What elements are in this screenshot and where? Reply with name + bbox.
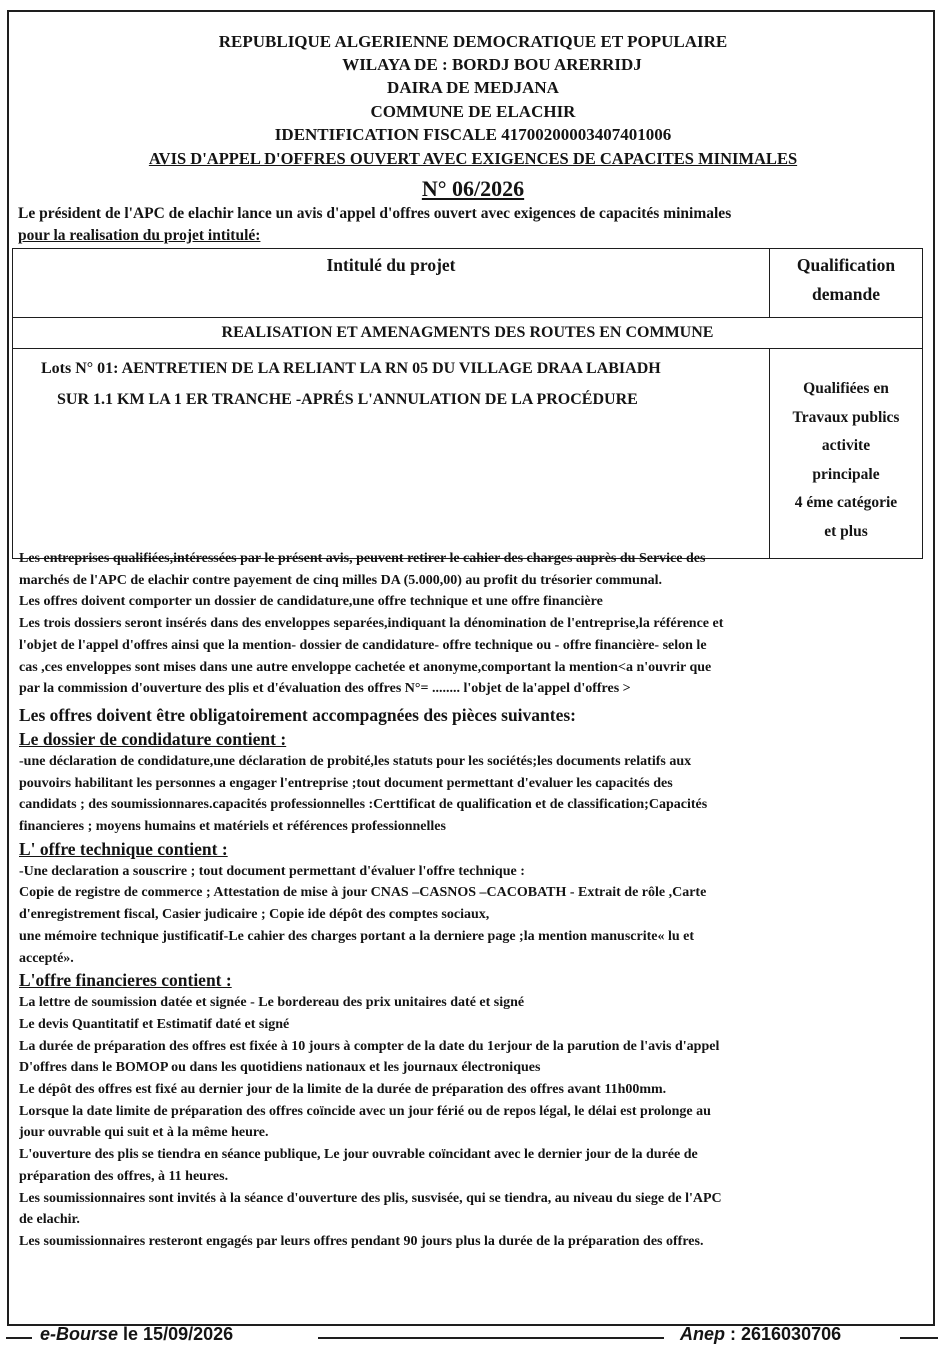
qualification-line: Travaux publics [792, 408, 900, 426]
candidature-heading: Le dossier de condidature contient : [19, 728, 287, 749]
technical-line: d'enregistrement fiscal, Casier judicaire ; Copie ide dépôt des comptes sociaux, [19, 907, 490, 923]
qualification-header-line-2: demande [811, 284, 881, 304]
intro-line-2: pour la realisation du projet intitulé: [18, 227, 261, 244]
technical-line: accepté». [19, 950, 74, 966]
financial-line: La lettre de soumission datée et signée - Le bordereau des prix unitaires daté et signé [19, 995, 525, 1011]
technical-line: -Une declaration a souscrire ; tout document permettant d'évaluer l'offre technique : [19, 863, 525, 879]
technical-line: une mémoire technique justificatif-Le cahier des charges portant a la derniere page ;la mention manuscrite« lu et [19, 928, 695, 944]
body-paragraph: par la commission d'ouverture des plis et d'évaluation des offres N°= ........ l'objet de la'appel d'offres > [19, 681, 631, 697]
financial-line: jour ouvrable qui suit et à la même heure. [19, 1125, 269, 1141]
financial-line: Lorsque la date limite de préparation des offres coïncide avec un jour férié ou de repos légal, le délai est prolonge au [19, 1103, 711, 1119]
financial-line: Les soumissionnaires resteront engagés par leurs offres pendant 90 jours plus la durée de la préparation des offres. [19, 1233, 704, 1249]
footer-source-name: e-Bourse [40, 1324, 119, 1344]
financial-line: L'ouverture des plis se tiendra en séance publique, Le jour ouvrable coïncidant avec le dernier jour de la durée de [19, 1147, 698, 1163]
candidature-line: -une déclaration de condidature,une déclaration de probité,les statuts pour les sociétés;les documents relatifs aux [19, 753, 692, 769]
footer-source [40, 1324, 233, 1345]
technical-line: Copie de registre de commerce ; Attestation de mise à jour CNAS –CASNOS –CACOBATH - Extrait de rôle ,Carte [19, 885, 707, 901]
intro-line-1: Le président de l'APC de elachir lance un avis d'appel d'offres ouvert avec exigences de capacités minimales [18, 205, 732, 222]
lot-line-1: Lots N° 01: AENTRETIEN DE LA RELIANT LA RN 05 DU VILLAGE DRAA LABIADH [41, 360, 661, 377]
footer-anep-label: Anep [680, 1324, 725, 1344]
notice-frame [7, 10, 935, 1326]
footer-anep-number: 2616030706 [741, 1324, 842, 1344]
body-paragraph: Les offres doivent comporter un dossier de candidature,une offre technique et une offre financière [19, 594, 603, 610]
body-paragraph: Les entreprises qualifiées,intéressées par le présent avis, peuvent retirer le cahier des charges auprès du Service des [19, 551, 706, 566]
footer-date: le 15/09/2026 [118, 1324, 234, 1344]
financial-line: Le dépôt des offres est fixé au dernier jour de la limite de la durée de préparation des offres avant 11h00mm. [19, 1082, 667, 1098]
header-daira: DAIRA DE MEDJANA [387, 78, 559, 97]
qualification-line: principale [812, 465, 880, 483]
body-paragraph: Les trois dossiers seront insérés dans des enveloppes separées,indiquant la dénomination de l'entreprise,la référence et [19, 616, 724, 632]
qualification-line: et plus [824, 522, 868, 540]
project-table [12, 248, 923, 559]
required-documents-heading: Les offres doivent être obligatoirement accompagnées des pièces suivantes: [19, 704, 577, 725]
footer-rule-left [6, 1337, 32, 1339]
avis-number: N° 06/2026 [421, 176, 525, 201]
project-section-title: REALISATION ET AMENAGMENTS DES ROUTES EN COMMUNE [13, 318, 923, 349]
publication-footer [0, 1322, 946, 1352]
footer-anep-sep: : [725, 1324, 741, 1344]
financial-offer-heading: L'offre financieres contient : [19, 970, 232, 991]
header-commune: COMMUNE DE ELACHIR [370, 102, 576, 121]
qualification-line: activite [821, 437, 871, 454]
financial-line: D'offres dans le BOMOP ou dans les quotidiens nationaux et les journaux électroniques [19, 1060, 541, 1076]
candidature-line: pouvoirs habilitant les personnes a engager l'entreprise ;tout document permettant d'evaluer les capacités des [19, 775, 673, 791]
header-republic: REPUBLIQUE ALGERIENNE DEMOCRATIQUE ET POPULAIRE [218, 32, 728, 51]
financial-line: de elachir. [19, 1212, 80, 1228]
body-paragraph: l'objet de l'appel d'offres ainsi que la mention- dossier de candidature- offre technique ou - offre financière- selon le [19, 637, 707, 653]
header-fiscal-id: IDENTIFICATION FISCALE 41700200003407401006 [274, 125, 672, 144]
financial-line: préparation des offres, à 11 heures. [19, 1168, 229, 1184]
qualification-line: 4 éme catégorie [794, 494, 898, 511]
footer-rule-right [900, 1337, 938, 1339]
financial-line: Les soumissionnaires sont invités à la séance d'ouverture des plis, susvisée, qui se tiendra, au niveau du siege de l'APC [19, 1190, 722, 1206]
qualification-header-line-1: Qualification [796, 255, 896, 275]
candidature-line: financieres ; moyens humains et matériels et références professionnelles [19, 819, 446, 835]
candidature-line: candidats ; des soumissionnares.capacités professionnelles :Certtificat de qualification et de classification;Capacités [19, 797, 708, 813]
footer-anep [680, 1324, 841, 1345]
financial-line: La durée de préparation des offres est fixée à 10 jours à compter de la date du 1erjour de la parution de l'avis d'appel [19, 1038, 720, 1054]
qualification-line: Qualifiées en [803, 380, 889, 397]
technical-offer-heading: L' offre technique contient : [19, 838, 228, 859]
body-paragraph: cas ,ces enveloppes sont mises dans une autre enveloppe cachetée et anonyme,comportant la mention<a n'ouvrir que [19, 659, 712, 675]
qualification-header [770, 249, 923, 318]
header-wilaya: WILAYA DE : BORDJ BOU ARERRIDJ [342, 55, 642, 74]
lot-description [13, 349, 770, 559]
project-title-header: Intitulé du projet [13, 249, 770, 318]
avis-title: AVIS D'APPEL D'OFFRES OUVERT AVEC EXIGENCES DE CAPACITES MINIMALES [148, 149, 798, 168]
qualification-cell [770, 349, 923, 559]
notice-body [9, 548, 937, 1253]
footer-rule-middle [318, 1337, 664, 1339]
financial-line: Le devis Quantitatif et Estimatif daté et signé [19, 1016, 290, 1032]
lot-line-2: SUR 1.1 KM LA 1 ER TRANCHE -APRÉS L'ANNULATION DE LA PROCÉDURE [57, 391, 638, 408]
body-paragraph: marchés de l'APC de elachir contre payement de cinq milles DA (5.000,00) au profit du trésorier communal. [19, 572, 663, 588]
